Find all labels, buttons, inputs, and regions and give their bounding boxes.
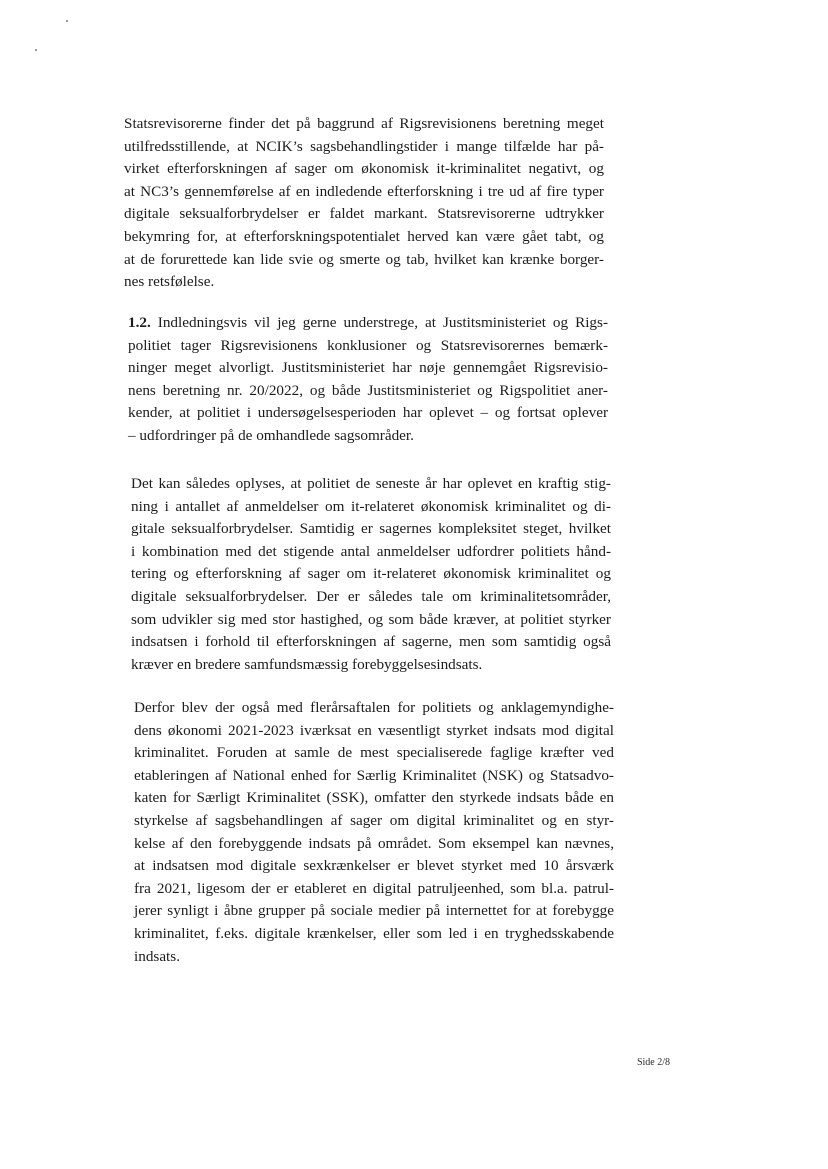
scan-speck	[35, 49, 37, 51]
text-line: virket efterforskningen af sager om økonomisk it-kriminalitet negativt, og	[124, 160, 604, 178]
paragraph-section-1-2	[128, 312, 608, 448]
text-line: katen for Særligt Kriminalitet (SSK), omfatter den styrkede indsats både en	[134, 789, 614, 807]
text-line: – udfordringer på de omhandlede sagsområder.	[128, 426, 414, 444]
text-line: utilfredsstillende, at NCIK’s sagsbehandlingstider i mange tilfælde har på-	[124, 137, 604, 155]
text-line: jerer synligt i åbne grupper på sociale medier på internettet for at forebygge	[134, 902, 614, 920]
text-line: styrkelse af sagsbehandlingen af sager om digital kriminalitet og en styr-	[134, 811, 614, 829]
text-line: som udvikler sig med stor hastighed, og som både kræver, at politiet styrker	[131, 610, 611, 628]
text-line: dens økonomi 2021-2023 iværksat en væsentligt styrket indsats mod digital	[134, 721, 614, 739]
text-line: etableringen af National enhed for Særlig Kriminalitet (NSK) og Statsadvo-	[134, 766, 614, 784]
text-line: ning i antallet af anmeldelser om it-relateret økonomisk kriminalitet og di-	[131, 497, 611, 515]
text-line: at NC3’s gennemførelse af en indledende efterforskning i tre ud af fire typer	[124, 182, 604, 200]
text-line: Det kan således oplyses, at politiet de seneste år har oplevet en kraftig stig-	[131, 475, 611, 492]
scan-speck	[66, 20, 68, 22]
text-line: i kombination med det stigende antal anmeldelser udfordrer politiets hånd-	[131, 542, 611, 560]
text-line: digitale seksualforbrydelser. Der er således tale om kriminalitetsområder,	[131, 587, 611, 605]
paragraph-statsrevisorerne	[124, 113, 604, 294]
text-line: at de forurettede kan lide svie og smerte og tab, hvilket kan krænke borger-	[124, 250, 604, 268]
text-line: indsatsen i forhold til efterforskningen af sagerne, men som samtidig også	[131, 633, 611, 651]
text-line	[128, 312, 608, 335]
text-line: nes retsfølelse.	[124, 273, 215, 291]
text-line: politiet tager Rigsrevisionens konklusioner og Statsrevisorernes bemærk-	[128, 336, 608, 354]
page-number: Side 2/8	[636, 1057, 670, 1068]
text-line: kender, at politiet i undersøgelsesperioden har oplevet – og fortsat oplever	[128, 404, 608, 422]
text-line: indsats.	[134, 947, 180, 965]
text-line: ninger meget alvorligt. Justitsministeriet har nøje gennemgået Rigsrevisio-	[128, 359, 608, 377]
text-line: at indsatsen mod digitale sexkrænkelser er blevet styrket med 10 årsværk	[134, 857, 614, 875]
text-line: digitale seksualforbrydelser er faldet markant. Statsrevisorerne udtrykker	[124, 205, 604, 223]
text-line: nens beretning nr. 20/2022, og både Justitsministeriet og Rigspolitiet aner-	[128, 381, 608, 399]
section-number: 1.2.	[128, 314, 151, 331]
text-line: bekymring for, at efterforskningspotentialet herved kan være gået tabt, og	[124, 227, 604, 245]
text-line-content: Indledningsvis vil jeg gerne understrege, at Justitsministeriet og Rigs-	[157, 314, 608, 331]
paragraph-oplyses	[131, 473, 611, 676]
text-line: gitale seksualforbrydelser. Samtidig er sagernes kompleksitet steget, hvilket	[131, 520, 611, 538]
text-line: tering og efterforskning af sager om it-relateret økonomisk kriminalitet og	[131, 565, 611, 583]
text-line: kelse af den forebyggende indsats på området. Som eksempel kan nævnes,	[134, 834, 614, 852]
text-line: kriminalitet, f.eks. digitale krænkelser, eller som led i en tryghedsskabende	[134, 924, 614, 942]
paragraph-flerarsaftalen	[134, 697, 614, 968]
text-line: Statsrevisorerne finder det på baggrund af Rigsrevisionens beretning meget	[124, 115, 604, 132]
text-line: kriminalitet. Foruden at samle de mest specialiserede faglige kræfter ved	[134, 744, 614, 762]
text-line: Derfor blev der også med flerårsaftalen for politiets og anklagemyndighe-	[134, 699, 614, 716]
text-line: kræver en bredere samfundsmæssig forebyggelsesindsats.	[131, 655, 483, 673]
text-line: fra 2021, ligesom der er etableret en digital patruljeenhed, som bl.a. patrul-	[134, 879, 614, 897]
